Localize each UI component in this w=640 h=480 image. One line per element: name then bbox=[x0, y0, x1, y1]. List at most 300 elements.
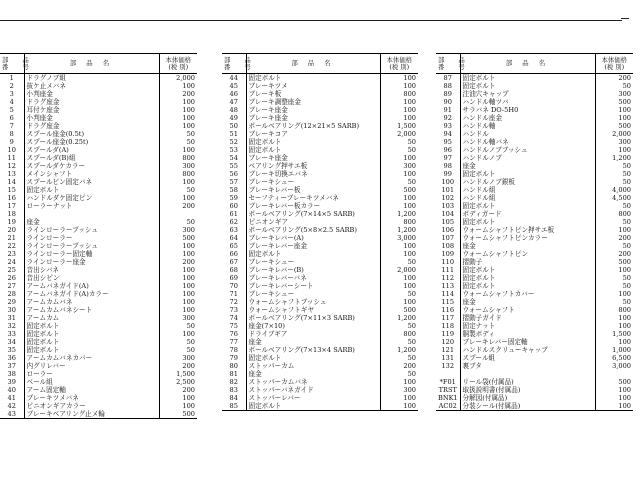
part-no-header-line2: 番 号 bbox=[224, 62, 257, 71]
part-price: 800 bbox=[380, 90, 418, 98]
part-price: 100 bbox=[159, 82, 197, 90]
part-price: 100 bbox=[380, 402, 418, 411]
table-row bbox=[0, 122, 197, 130]
table-row bbox=[436, 266, 633, 274]
part-price: 50 bbox=[159, 322, 197, 330]
part-price: 100 bbox=[380, 170, 418, 178]
part-price: 3,000 bbox=[380, 234, 418, 242]
part-price bbox=[159, 210, 197, 218]
part-name: ハンドル bbox=[462, 130, 489, 138]
table-row bbox=[436, 250, 633, 258]
table-row bbox=[436, 362, 633, 370]
part-name: 摺動子 bbox=[462, 258, 483, 266]
part-price: 100 bbox=[380, 82, 418, 90]
part-name: ウォームシャフトピン押サエ板 bbox=[462, 226, 555, 234]
part-number: 81 bbox=[222, 370, 246, 378]
part-price: 50 bbox=[380, 322, 418, 330]
part-name: スプールダ(B)組 bbox=[26, 154, 76, 162]
part-number: 5 bbox=[0, 106, 24, 114]
part-name: 固定ボルト bbox=[248, 138, 282, 146]
table-row bbox=[0, 338, 197, 346]
part-price: 1,200 bbox=[380, 314, 418, 322]
part-price: 100 bbox=[380, 394, 418, 402]
part-price: 1,500 bbox=[159, 370, 197, 378]
table-row bbox=[0, 330, 197, 338]
part-number: 18 bbox=[0, 210, 24, 218]
table-row bbox=[0, 130, 197, 138]
part-price: 100 bbox=[380, 250, 418, 258]
part-number: 48 bbox=[222, 106, 246, 114]
part-price: 300 bbox=[380, 162, 418, 170]
part-price: 100 bbox=[159, 402, 197, 410]
part-price: 50 bbox=[159, 338, 197, 346]
table-row bbox=[222, 138, 418, 146]
part-name: ハンドル組 bbox=[462, 186, 496, 194]
part-price: 200 bbox=[380, 362, 418, 370]
part-name: 固定ボルト bbox=[246, 402, 380, 411]
part-name: 固定ボルト bbox=[462, 170, 496, 178]
part-price: 300 bbox=[159, 226, 197, 234]
table-row bbox=[0, 242, 197, 250]
part-name: ピニオンギア bbox=[248, 218, 289, 226]
part-price: 100 bbox=[595, 394, 633, 402]
part-number: 35 bbox=[0, 346, 24, 354]
part-price: 4,000 bbox=[595, 186, 633, 194]
table-row bbox=[436, 202, 633, 210]
table-row bbox=[222, 154, 418, 162]
part-number: 26 bbox=[0, 274, 24, 282]
table-row bbox=[436, 146, 633, 154]
part-number: 106 bbox=[436, 226, 460, 234]
part-price: 1,200 bbox=[380, 210, 418, 218]
part-number: 90 bbox=[436, 98, 460, 106]
part-price: 100 bbox=[159, 122, 197, 130]
part-name: 座金 bbox=[462, 298, 476, 306]
part-name: ブレーキシュー bbox=[248, 290, 295, 298]
part-price: 100 bbox=[380, 74, 418, 83]
table-row bbox=[222, 146, 418, 154]
part-number: 19 bbox=[0, 218, 24, 226]
table-row bbox=[222, 306, 418, 314]
part-name: 小判座金 bbox=[26, 114, 53, 122]
table-row bbox=[0, 138, 197, 146]
part-name: ハンドルダケ固定ピン bbox=[26, 194, 93, 202]
part-number bbox=[436, 370, 460, 378]
part-name: ボディガード bbox=[462, 210, 502, 218]
part-name: ラインローラー bbox=[26, 234, 73, 242]
part-number: 47 bbox=[222, 98, 246, 106]
part-name: スプールダケカラー bbox=[26, 162, 86, 170]
part-price: 50 bbox=[159, 138, 197, 146]
part-name: スプールピン固定バネ bbox=[26, 178, 93, 186]
table-row bbox=[222, 330, 418, 338]
part-price bbox=[595, 370, 633, 378]
part-number: 64 bbox=[222, 234, 246, 242]
part-price: 100 bbox=[380, 98, 418, 106]
table-row bbox=[222, 162, 418, 170]
table-row bbox=[0, 370, 197, 378]
part-number: 89 bbox=[436, 90, 460, 98]
part-name: スプール座金(0.5t) bbox=[26, 130, 85, 138]
part-price: 50 bbox=[380, 178, 418, 186]
table-row bbox=[0, 402, 197, 410]
part-price: 50 bbox=[595, 274, 633, 282]
table-row bbox=[436, 338, 633, 346]
table-row bbox=[222, 114, 418, 122]
part-price: 500 bbox=[595, 122, 633, 130]
part-price: 50 bbox=[595, 298, 633, 306]
table-row bbox=[436, 346, 633, 354]
part-price: 800 bbox=[159, 154, 197, 162]
part-name: 耳付ケ座金 bbox=[26, 106, 60, 114]
part-price: 100 bbox=[380, 194, 418, 202]
part-number: 49 bbox=[222, 114, 246, 122]
part-number: 1 bbox=[0, 74, 24, 83]
table-row bbox=[436, 138, 633, 146]
part-price: 800 bbox=[159, 170, 197, 178]
part-name: 音出シバネ bbox=[26, 266, 60, 274]
part-number: 111 bbox=[436, 266, 460, 274]
part-number: 38 bbox=[0, 370, 24, 378]
part-name: アームバネガイド(A) bbox=[26, 282, 89, 290]
col-header-part-name: 部 品 名 bbox=[24, 54, 159, 74]
part-name: ハンドル軸バネ bbox=[462, 138, 509, 146]
part-name: ベアリング押サエ板 bbox=[248, 162, 308, 170]
part-number: BNK1 bbox=[436, 394, 460, 402]
part-name: 座金 bbox=[26, 218, 40, 226]
part-number: 28 bbox=[0, 290, 24, 298]
table-row bbox=[0, 162, 197, 170]
part-name: 摺動子ガイド bbox=[462, 314, 502, 322]
part-price: 50 bbox=[595, 82, 633, 90]
part-name: ウォームシャフトブッシュ bbox=[248, 298, 327, 306]
price-header-line1: 本体価格 bbox=[165, 55, 192, 64]
part-number: 71 bbox=[222, 290, 246, 298]
part-price: 500 bbox=[159, 410, 197, 419]
table-row bbox=[436, 226, 633, 234]
table-row bbox=[222, 282, 418, 290]
part-price: 300 bbox=[380, 386, 418, 394]
part-price: 2,000 bbox=[159, 74, 197, 83]
part-number: 99 bbox=[436, 170, 460, 178]
part-number: 2 bbox=[0, 82, 24, 90]
table-row bbox=[0, 266, 197, 274]
part-price: 100 bbox=[159, 306, 197, 314]
part-number: 82 bbox=[222, 378, 246, 386]
part-price: 100 bbox=[380, 242, 418, 250]
part-name: ウォームシャフトギヤ bbox=[248, 306, 315, 314]
part-number: 10 bbox=[0, 146, 24, 154]
table-row bbox=[0, 90, 197, 98]
part-number: 88 bbox=[436, 82, 460, 90]
part-name: ラインローラーブッシュ bbox=[26, 242, 98, 250]
table-row bbox=[222, 314, 418, 322]
part-name: 音出シピン bbox=[26, 274, 60, 282]
part-number: 108 bbox=[436, 242, 460, 250]
part-price: 100 bbox=[159, 290, 197, 298]
table-row bbox=[222, 290, 418, 298]
table-row bbox=[436, 218, 633, 226]
table-row bbox=[222, 258, 418, 266]
part-number: 50 bbox=[222, 122, 246, 130]
table-row bbox=[222, 210, 418, 218]
part-number: 23 bbox=[0, 250, 24, 258]
part-name: ブレーキ板 bbox=[248, 90, 282, 98]
part-number: 102 bbox=[436, 194, 460, 202]
table-row bbox=[222, 394, 418, 402]
table-row bbox=[436, 210, 633, 218]
part-name: 裏ブタ bbox=[462, 362, 482, 370]
part-name: 座金 bbox=[462, 242, 476, 250]
part-price: 50 bbox=[595, 178, 633, 186]
part-number: 54 bbox=[222, 154, 246, 162]
price-header-line2: (税 別) bbox=[604, 62, 625, 71]
part-name: ブレーキ座金 bbox=[248, 114, 288, 122]
part-name: 座金 bbox=[248, 338, 262, 346]
part-number: TRST bbox=[436, 386, 460, 394]
part-name: アームカムバネカバー bbox=[26, 354, 93, 362]
part-number: 36 bbox=[0, 354, 24, 362]
part-price: 100 bbox=[159, 266, 197, 274]
part-name: ウォームシャフト bbox=[462, 306, 515, 314]
table-row bbox=[0, 354, 197, 362]
part-name: アームバネガイド(A)カラー bbox=[26, 290, 109, 298]
table-row bbox=[222, 170, 418, 178]
table-row bbox=[222, 370, 418, 378]
part-number: 40 bbox=[0, 386, 24, 394]
part-number: 21 bbox=[0, 234, 24, 242]
part-number: 98 bbox=[436, 162, 460, 170]
table-row bbox=[222, 346, 418, 354]
part-number: 45 bbox=[222, 82, 246, 90]
price-header-line2: (税 別) bbox=[168, 62, 189, 71]
part-price: 300 bbox=[159, 354, 197, 362]
part-name: ウォームシャフトカバー bbox=[462, 290, 535, 298]
part-number: 105 bbox=[436, 218, 460, 226]
table-row bbox=[222, 90, 418, 98]
part-number: 52 bbox=[222, 138, 246, 146]
table-row bbox=[0, 98, 197, 106]
table-row bbox=[222, 218, 418, 226]
table-row bbox=[436, 402, 633, 411]
col-header-price bbox=[159, 54, 197, 74]
part-price: 200 bbox=[159, 386, 197, 394]
part-number: 113 bbox=[436, 282, 460, 290]
part-name: ブレーキシュー bbox=[248, 258, 295, 266]
part-number: 30 bbox=[0, 306, 24, 314]
part-price: 100 bbox=[159, 330, 197, 338]
part-price: 100 bbox=[595, 290, 633, 298]
part-name: ブレーキ切換エバネ bbox=[248, 170, 308, 178]
part-name: ボールベアリング(7×11×3 SARB) bbox=[248, 314, 355, 322]
part-name: 固定ボルト bbox=[26, 322, 60, 330]
part-price: 50 bbox=[159, 218, 197, 226]
part-price: 800 bbox=[595, 210, 633, 218]
part-name: ベール組 bbox=[26, 378, 53, 386]
part-name: スプールダ(A) bbox=[26, 146, 69, 154]
part-name: ドラグ座金 bbox=[26, 98, 60, 106]
part-name: ハンドル軸ツバ bbox=[462, 98, 509, 106]
price-header-line1: 本体価格 bbox=[386, 55, 413, 64]
part-number: 110 bbox=[436, 258, 460, 266]
part-no-header-line1: 部 品 bbox=[438, 55, 471, 64]
table-row bbox=[0, 106, 197, 114]
top-rule bbox=[0, 20, 622, 21]
part-number: 92 bbox=[436, 114, 460, 122]
part-number: 8 bbox=[0, 130, 24, 138]
part-number: 93 bbox=[436, 122, 460, 130]
part-number: 15 bbox=[0, 186, 24, 194]
part-name: 座金(7×10) bbox=[248, 322, 285, 330]
part-number: 27 bbox=[0, 282, 24, 290]
part-number: 44 bbox=[222, 74, 246, 83]
part-number: 22 bbox=[0, 242, 24, 250]
part-price: 100 bbox=[595, 386, 633, 394]
part-name: ラインローラーブッシュ bbox=[26, 226, 98, 234]
table-row bbox=[0, 250, 197, 258]
part-name: ブレーキベアリング止メ輪 bbox=[24, 410, 159, 419]
table-row bbox=[436, 98, 633, 106]
part-number: 11 bbox=[0, 154, 24, 162]
part-number: 68 bbox=[222, 266, 246, 274]
part-name: セーフティーブレーキツメバネ bbox=[248, 194, 339, 202]
part-name: 固定ボルト bbox=[462, 82, 496, 90]
part-name: ストッパーカム bbox=[248, 362, 295, 370]
part-price: 50 bbox=[380, 146, 418, 154]
part-number: AC02 bbox=[436, 402, 460, 411]
part-price: 3,000 bbox=[595, 362, 633, 370]
part-number: 87 bbox=[436, 74, 460, 83]
part-number: 31 bbox=[0, 314, 24, 322]
table-row bbox=[0, 386, 197, 394]
table-row bbox=[436, 298, 633, 306]
part-no-header-line2: 番 号 bbox=[2, 62, 35, 71]
part-price: 100 bbox=[159, 394, 197, 402]
table-row bbox=[436, 370, 633, 378]
part-number: 46 bbox=[222, 90, 246, 98]
part-name: 胴製ボディ bbox=[462, 330, 495, 338]
table-row bbox=[0, 202, 197, 210]
table-row bbox=[222, 266, 418, 274]
table-row bbox=[0, 362, 197, 370]
part-number: 20 bbox=[0, 226, 24, 234]
table-row bbox=[222, 386, 418, 394]
table-row bbox=[0, 394, 197, 402]
part-name: メインシャフト bbox=[26, 170, 73, 178]
part-name: スプール座金(0.25t) bbox=[26, 138, 89, 146]
part-number: 72 bbox=[222, 298, 246, 306]
part-number: 91 bbox=[436, 106, 460, 114]
price-header-line2: (税 別) bbox=[389, 62, 410, 71]
table-row bbox=[222, 298, 418, 306]
part-name: ストッパーカムバネ bbox=[248, 378, 308, 386]
table-row bbox=[222, 338, 418, 346]
part-price: 100 bbox=[595, 106, 633, 114]
part-price: 50 bbox=[380, 258, 418, 266]
part-number: 75 bbox=[222, 322, 246, 330]
part-name: 固定ボルト bbox=[248, 146, 282, 154]
table-row bbox=[0, 226, 197, 234]
part-number: 120 bbox=[436, 338, 460, 346]
part-price: 100 bbox=[159, 274, 197, 282]
part-name: ボールベアリング(5×8×2.5 SARB) bbox=[248, 226, 357, 234]
part-number: 131 bbox=[436, 354, 460, 362]
part-number: 56 bbox=[222, 170, 246, 178]
part-price: 100 bbox=[595, 266, 633, 274]
table-row bbox=[436, 378, 633, 386]
part-price: 500 bbox=[595, 378, 633, 386]
part-price: 50 bbox=[159, 346, 197, 354]
part-name: ブレーキ座金 bbox=[248, 154, 288, 162]
part-price: 100 bbox=[595, 322, 633, 330]
part-number: 60 bbox=[222, 202, 246, 210]
table-row bbox=[0, 282, 197, 290]
part-price: 50 bbox=[595, 202, 633, 210]
part-price: 2,000 bbox=[380, 266, 418, 274]
part-number: 17 bbox=[0, 202, 24, 210]
part-number: 121 bbox=[436, 346, 460, 354]
part-number: 95 bbox=[436, 138, 460, 146]
table-row bbox=[0, 146, 197, 154]
part-number: 53 bbox=[222, 146, 246, 154]
table-row bbox=[436, 122, 633, 130]
part-number: 12 bbox=[0, 162, 24, 170]
table-row bbox=[0, 234, 197, 242]
col-header-price bbox=[595, 54, 633, 74]
part-name: 固定ボルト bbox=[26, 330, 60, 338]
part-price: 500 bbox=[595, 98, 633, 106]
part-price: 800 bbox=[595, 306, 633, 314]
part-name: ピニオンギアカラー bbox=[26, 402, 86, 410]
part-price: 200 bbox=[595, 234, 633, 242]
part-price: 2,000 bbox=[380, 130, 418, 138]
part-name: ハンドル座金 bbox=[462, 114, 503, 122]
part-price: 100 bbox=[159, 106, 197, 114]
part-name: ウォームシャフトピンカラー bbox=[462, 234, 548, 242]
part-price: 100 bbox=[380, 114, 418, 122]
table-row bbox=[222, 402, 418, 411]
table-row bbox=[436, 106, 633, 114]
table-row bbox=[436, 330, 633, 338]
part-name: アームカムバネシート bbox=[26, 306, 93, 314]
part-name: ボールベアリング(7×13×4 SARB) bbox=[248, 346, 355, 354]
table-row bbox=[0, 82, 197, 90]
part-name: ローラーナット bbox=[26, 202, 73, 210]
part-number: 34 bbox=[0, 338, 24, 346]
part-price: 50 bbox=[595, 162, 633, 170]
table-row bbox=[222, 186, 418, 194]
part-price: 1,200 bbox=[380, 226, 418, 234]
part-price: 50 bbox=[159, 186, 197, 194]
part-name: 分装シール(付属品) bbox=[460, 402, 595, 411]
table-row bbox=[436, 394, 633, 402]
part-price: 100 bbox=[595, 314, 633, 322]
table-row bbox=[436, 90, 633, 98]
table-row bbox=[222, 242, 418, 250]
part-price: 50 bbox=[380, 370, 418, 378]
part-number: 96 bbox=[436, 146, 460, 154]
part-name: ハンドル軸 bbox=[462, 122, 496, 130]
part-number: 57 bbox=[222, 178, 246, 186]
col-header-part-name: 部 品 名 bbox=[246, 54, 380, 74]
part-price: 800 bbox=[380, 218, 418, 226]
part-number: 78 bbox=[222, 346, 246, 354]
table-row bbox=[436, 322, 633, 330]
part-price: 300 bbox=[595, 90, 633, 98]
part-name: ブレーキツメ bbox=[248, 82, 288, 90]
part-name: ハンドル組 bbox=[462, 194, 496, 202]
part-price: 6,500 bbox=[595, 354, 633, 362]
